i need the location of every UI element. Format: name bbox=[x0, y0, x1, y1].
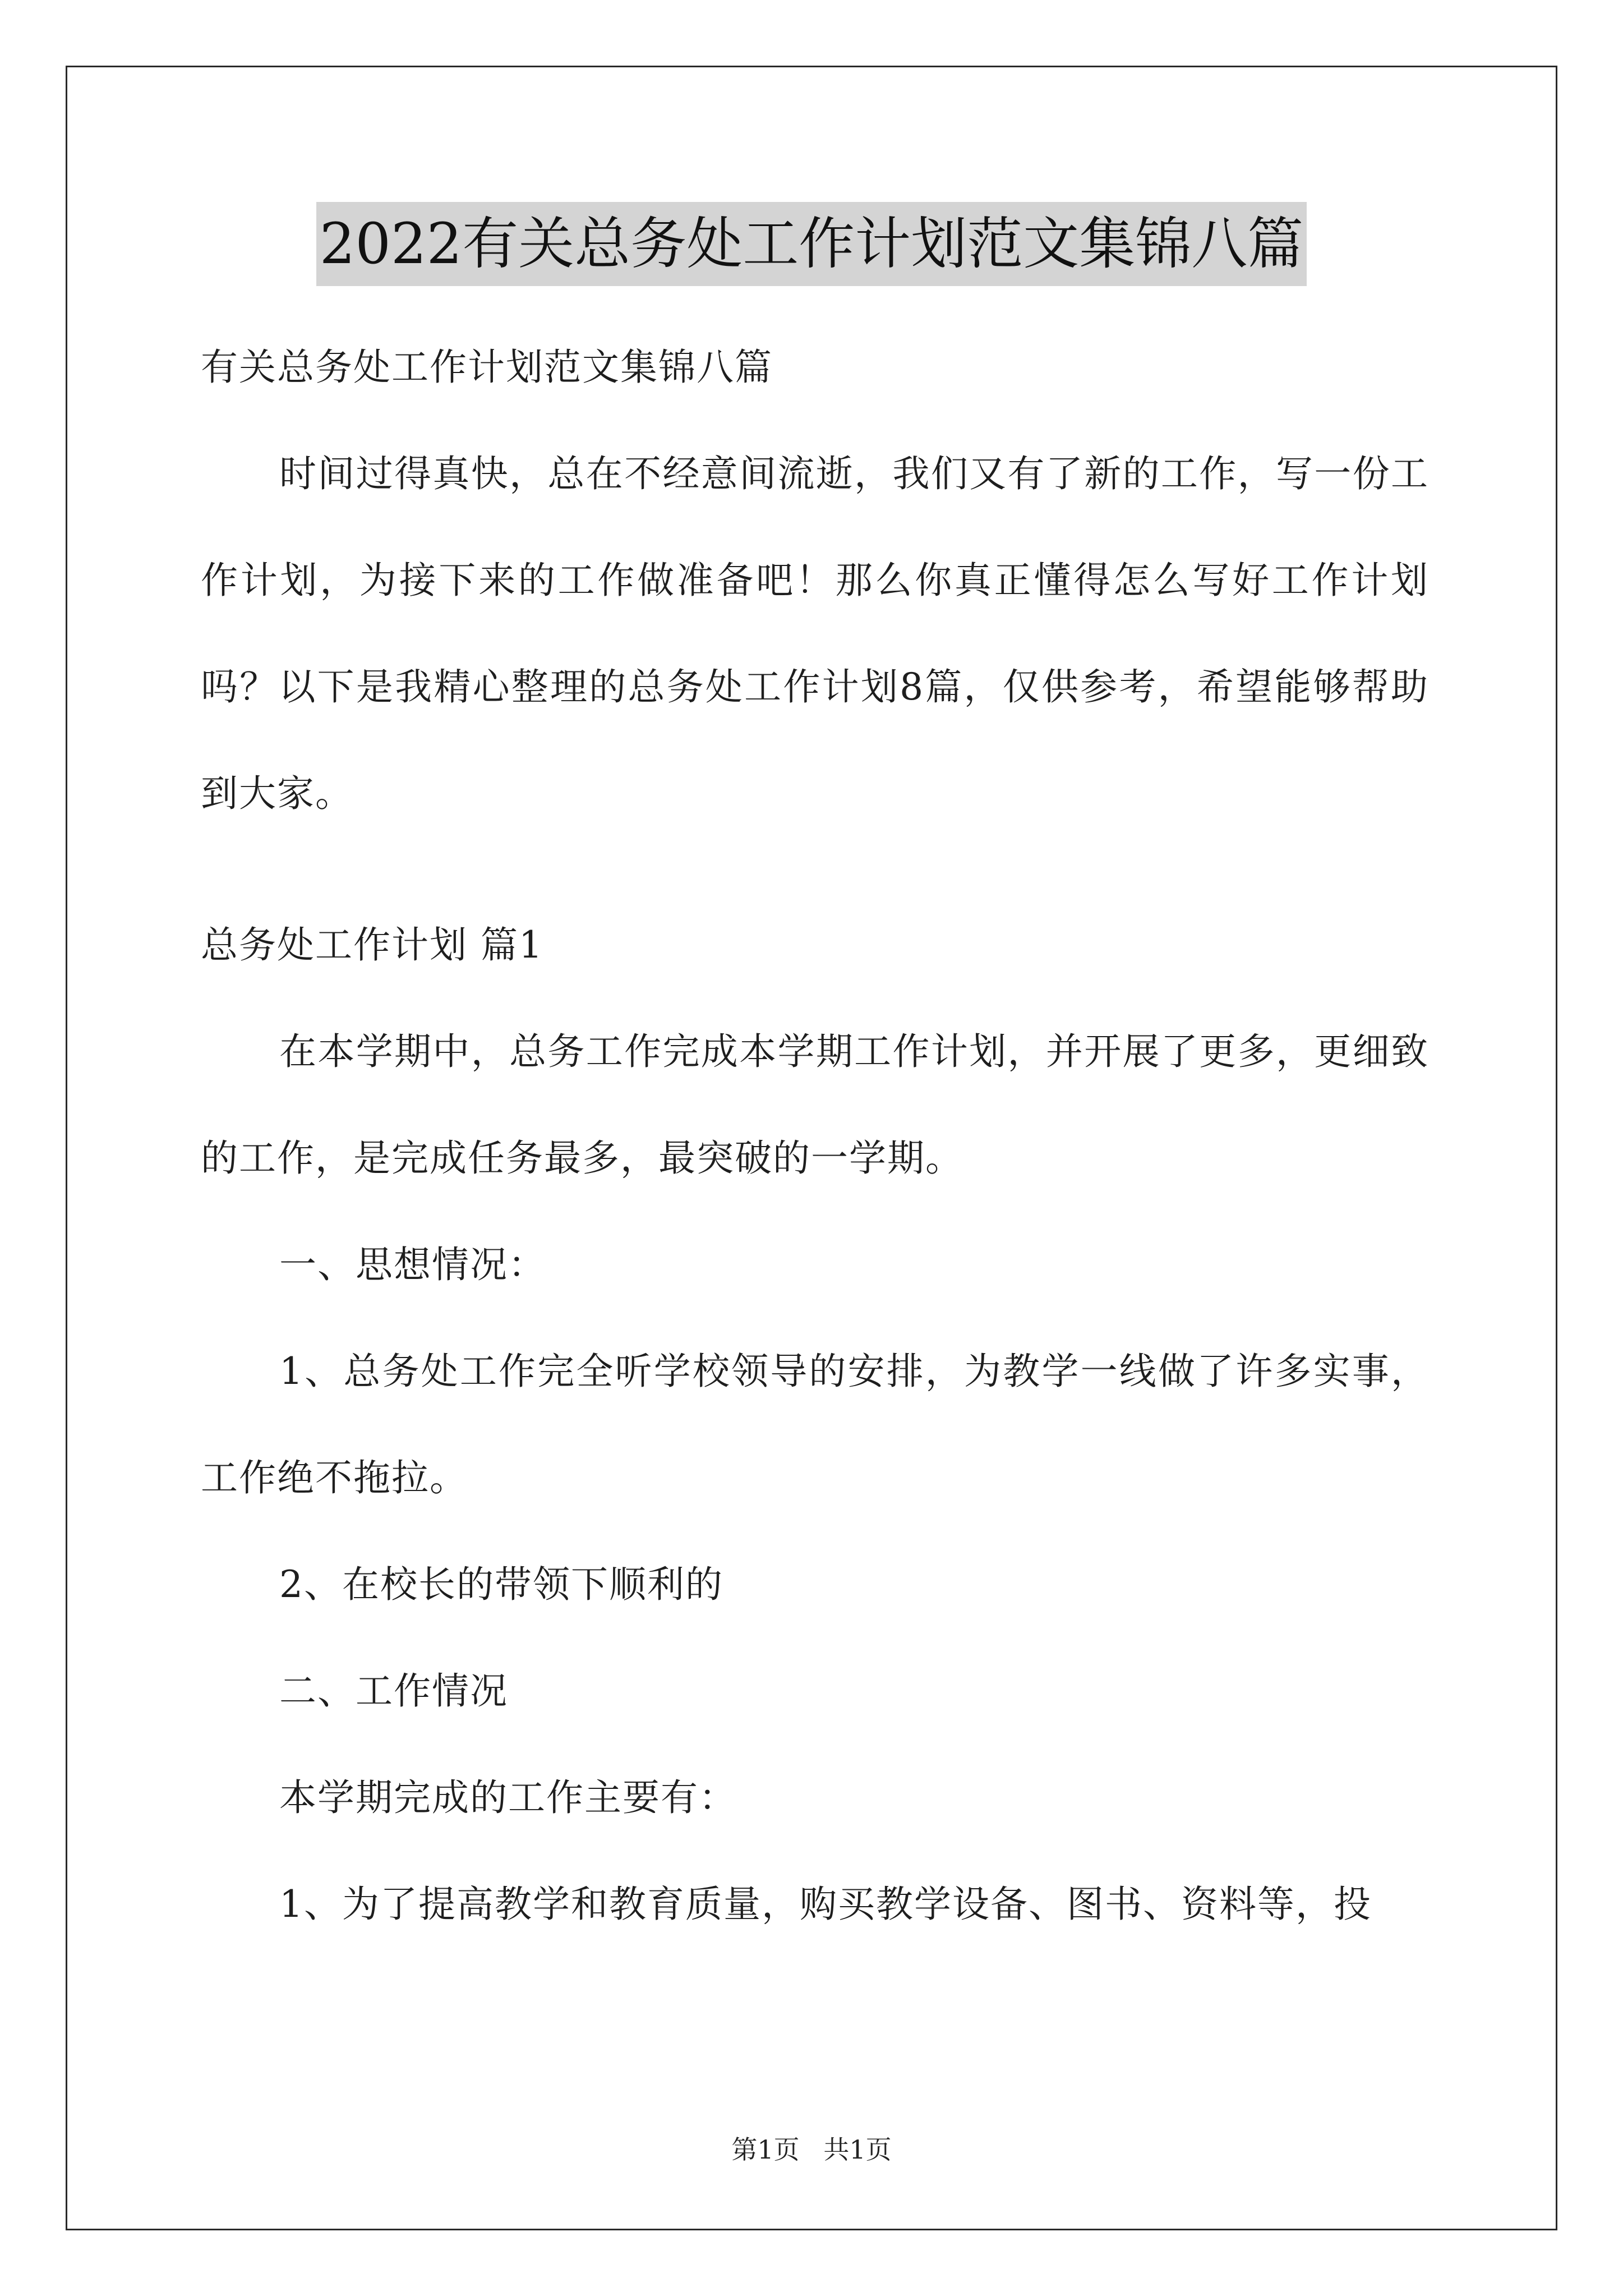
body-paragraph: 一、思想情况： bbox=[279, 1243, 546, 1286]
body-paragraph: 二、工作情况 bbox=[279, 1669, 508, 1713]
page-total: 共1页 bbox=[823, 2134, 892, 2165]
document-body bbox=[201, 337, 1429, 1958]
body-paragraph: 1、为了提高教学和教育质量，购买教学设备、图书、资料等，投 bbox=[279, 1883, 1372, 1926]
intro-paragraph: 时间过得真快，总在不经意间流逝，我们又有了新的工作，写一份工作计划，为接下来的工作做准备吧！那么你真正懂得怎么写好工作计划吗？以下是我精心整理的总务处工作计划8篇，仅供参考，希望能够帮助到大家。 bbox=[201, 452, 1429, 815]
body-paragraph: 2、在校长的带领下顺利的 bbox=[279, 1563, 723, 1606]
document-title: 2022有关总务处工作计划范文集锦八篇 bbox=[316, 202, 1307, 286]
title-container bbox=[0, 202, 1623, 286]
section-heading: 总务处工作计划 篇1 bbox=[201, 923, 543, 967]
body-paragraph: 1、总务处工作完全听学校领导的安排，为教学一线做了许多实事，工作绝不拖拉。 bbox=[201, 1350, 1429, 1499]
page-footer bbox=[0, 2133, 1623, 2166]
body-paragraph: 在本学期中，总务工作完成本学期工作计划，并开展了更多，更细致的工作，是完成任务最多，最突破的一学期。 bbox=[201, 1030, 1429, 1180]
body-paragraph: 本学期完成的工作主要有： bbox=[279, 1776, 737, 1819]
page-number: 第1页 bbox=[731, 2134, 800, 2165]
document-subtitle: 有关总务处工作计划范文集锦八篇 bbox=[201, 346, 773, 389]
